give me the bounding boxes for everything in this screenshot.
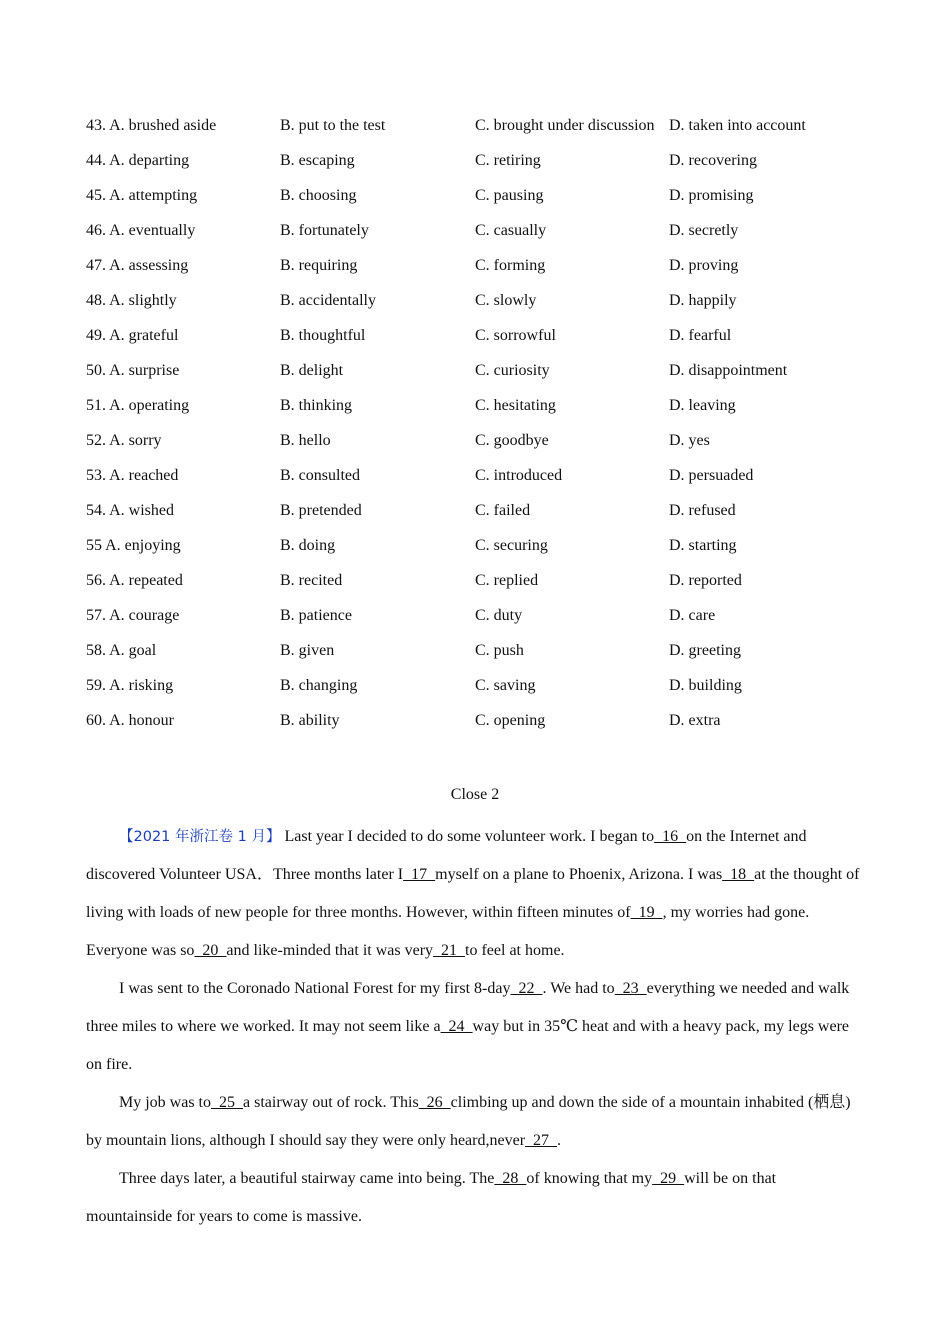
option-a: 49. A. grateful [86,327,179,344]
option-b: B. recited [280,572,343,589]
option-c: C. retiring [475,152,541,169]
section-title: Close 2 [450,786,500,803]
option-c: C. duty [475,607,523,624]
answer-blank: 18 [722,866,755,883]
option-row [86,464,886,499]
option-d: D. leaving [669,397,736,414]
paragraph-2 [86,970,862,1084]
paragraph-3 [86,1084,862,1160]
passage-text: and like-minded that it was very [226,942,434,959]
option-row [86,219,886,254]
option-d: D. starting [669,537,737,554]
option-row [86,324,886,359]
option-c: C. replied [475,572,539,589]
option-d: D. disappointment [669,362,788,379]
option-row [86,114,886,149]
passage-text: a stairway out of rock. This [243,1094,419,1111]
option-a: 50. A. surprise [86,362,180,379]
option-row [86,534,886,569]
option-b: B. ability [280,712,340,729]
option-d: D. taken into account [669,117,806,134]
option-d: D. proving [669,257,739,274]
option-c: C. securing [475,537,548,554]
option-row [86,149,886,184]
answer-blank: 19 [630,904,663,921]
option-a: 45. A. attempting [86,187,198,204]
passage-text: will be on that mountainside for years to come is massive. [86,1170,777,1225]
option-c: C. saving [475,677,536,694]
option-a: 44. A. departing [86,152,190,169]
passage-text: myself on a plane to Phoenix, Arizona. I was [435,866,723,883]
option-a: 51. A. operating [86,397,190,414]
option-a: 43. A. brushed aside [86,117,217,134]
option-a: 54. A. wished [86,502,174,519]
option-row [86,394,886,429]
option-a: 52. A. sorry [86,432,162,449]
option-row [86,254,886,289]
option-b: B. escaping [280,152,355,169]
passage-text: . We had to [542,980,615,997]
option-a: 56. A. repeated [86,572,183,589]
option-c: C. opening [475,712,546,729]
option-d: D. recovering [669,152,757,169]
option-d: D. promising [669,187,754,204]
answer-blank: 21 [433,942,466,959]
option-b: B. delight [280,362,344,379]
option-a: 59. A. risking [86,677,174,694]
passage-text: on the Internet and discovered Volunteer USA．Three months later I [86,828,807,883]
option-d: D. building [669,677,742,694]
passage-text: My job was to [119,1094,211,1111]
option-b: B. changing [280,677,358,694]
option-row [86,709,886,744]
passage-text: . [557,1132,562,1149]
option-row [86,289,886,324]
option-c: C. curiosity [475,362,550,379]
option-row [86,184,886,219]
passage-text: everything we needed and walk three miles to where we worked. It may not seem like a [86,980,850,1035]
option-c: C. casually [475,222,547,239]
option-d: D. refused [669,502,736,519]
answer-blank: 16 [654,828,687,845]
passage-text: Last year I decided to do some volunteer work. I began to [280,828,655,845]
option-c: C. slowly [475,292,537,309]
option-b: B. consulted [280,467,360,484]
option-b: B. pretended [280,502,362,519]
option-row [86,604,886,639]
passage-text: to feel at home. [465,942,565,959]
answer-blank: 20 [194,942,227,959]
option-row [86,569,886,604]
passage-text: I was sent to the Coronado National Forest for my first 8-day [119,980,511,997]
option-a: 47. A. assessing [86,257,189,274]
option-d: D. yes [669,432,710,449]
option-a: 57. A. courage [86,607,180,624]
options-table [86,114,886,744]
option-b: B. hello [280,432,331,449]
option-d: D. secretly [669,222,739,239]
option-b: B. requiring [280,257,358,274]
answer-blank: 24 [440,1018,473,1035]
option-b: B. thinking [280,397,353,414]
answer-blank: 29 [652,1170,685,1187]
passage-text: Three days later, a beautiful stairway came into being. The [119,1170,495,1187]
option-a: 46. A. eventually [86,222,196,239]
paragraph-4 [86,1160,862,1236]
option-b: B. put to the test [280,117,386,134]
option-row [86,674,886,709]
option-a: 53. A. reached [86,467,179,484]
option-d: D. happily [669,292,737,309]
p3-body [86,1094,851,1149]
p1-body [86,828,859,959]
passage-text: at the thought of living with loads of new people for three months. However, within fifteen minutes of [86,866,860,921]
answer-blank: 28 [494,1170,527,1187]
answer-blank: 27 [525,1132,558,1149]
option-c: C. sorrowful [475,327,556,344]
paragraph-1 [86,818,862,970]
option-c: C. push [475,642,524,659]
option-c: C. goodbye [475,432,549,449]
option-row [86,499,886,534]
answer-blank: 26 [418,1094,451,1111]
option-b: B. thoughtful [280,327,366,344]
option-b: B. given [280,642,335,659]
passage-text: way but in 35℃ heat and with a heavy pack, my legs were on fire. [86,1018,849,1073]
option-c: C. failed [475,502,531,519]
option-c: C. introduced [475,467,563,484]
source-label: 【2021 年浙江卷 1 月】 [119,829,281,845]
option-d: D. care [669,607,716,624]
option-c: C. brought under discussion [475,117,655,134]
option-d: D. fearful [669,327,732,344]
p2-body [86,980,849,1073]
option-d: D. greeting [669,642,741,659]
option-a: 48. A. slightly [86,292,177,309]
option-row [86,639,886,674]
option-b: B. fortunately [280,222,369,239]
option-d: D. extra [669,712,721,729]
passage-text: of knowing that my [526,1170,653,1187]
option-b: B. patience [280,607,352,624]
answer-blank: 22 [510,980,543,997]
option-c: C. forming [475,257,546,274]
option-b: B. accidentally [280,292,376,309]
passage-text: climbing up and down the side of a mountain inhabited (栖息) by mountain lions, although I should say they were only heard,never [86,1094,851,1149]
option-b: B. choosing [280,187,357,204]
p4-body [86,1170,776,1225]
option-b: B. doing [280,537,336,554]
option-row [86,429,886,464]
option-c: C. hesitating [475,397,556,414]
option-d: D. persuaded [669,467,754,484]
option-row [86,359,886,394]
passage-text: , my worries had gone. Everyone was so [86,904,810,959]
option-a: 55 A. enjoying [86,537,181,554]
option-c: C. pausing [475,187,544,204]
option-a: 58. A. goal [86,642,157,659]
cloze-passage [86,818,862,1236]
answer-blank: 23 [614,980,647,997]
option-a: 60. A. honour [86,712,174,729]
answer-blank: 17 [403,866,436,883]
answer-blank: 25 [211,1094,243,1111]
option-d: D. reported [669,572,742,589]
